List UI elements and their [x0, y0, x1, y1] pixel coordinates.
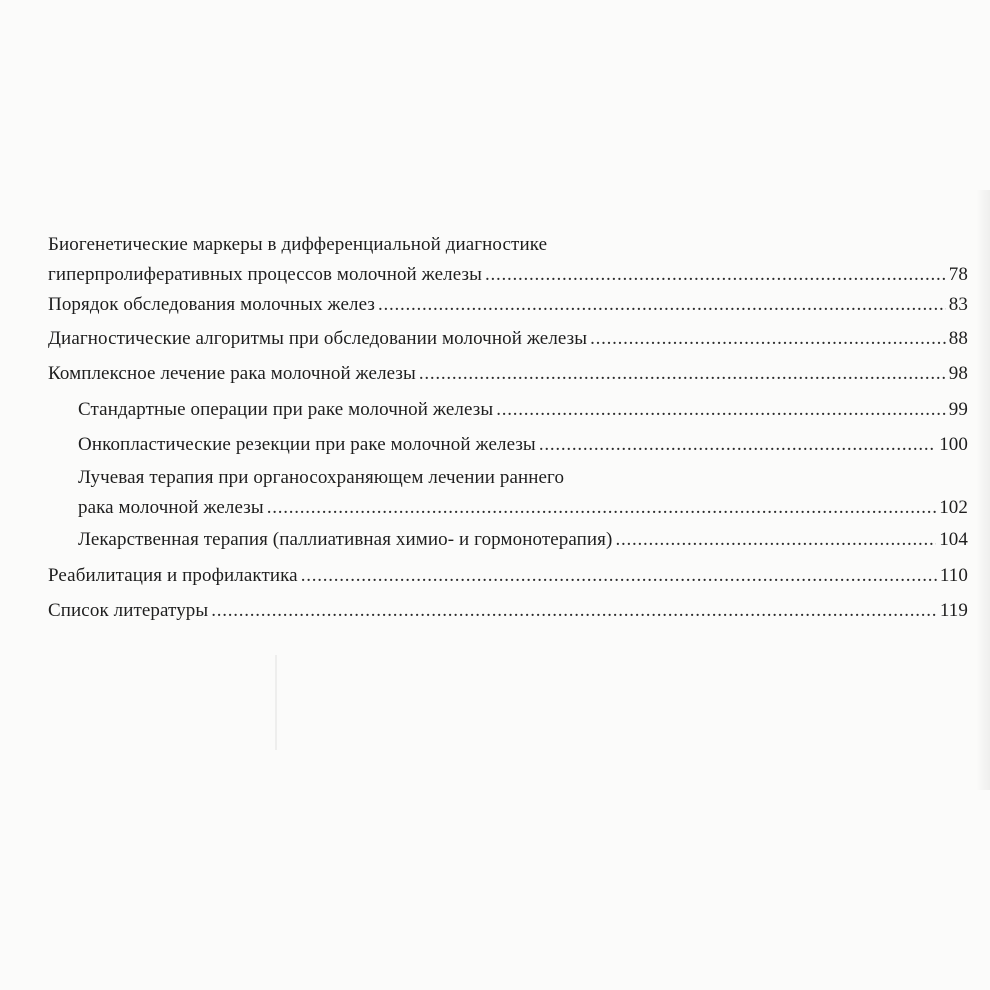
toc-entry-title: Порядок обследования молочных желез	[48, 294, 375, 315]
toc-entry-oncoplastic-resections[interactable]	[78, 430, 968, 460]
dot-leader	[615, 525, 936, 555]
toc-entry-title: Онкопластические резекции при раке молочной железы	[78, 434, 536, 455]
dot-leader	[419, 359, 946, 389]
toc-page-number: 110	[939, 565, 968, 586]
toc-entry-title: Комплексное лечение рака молочной железы	[48, 363, 416, 384]
dot-leader	[378, 290, 946, 320]
dot-leader	[301, 561, 937, 591]
toc-entry-standard-operations[interactable]	[78, 395, 968, 425]
toc-entry-biogenetic-markers[interactable]	[48, 230, 968, 290]
toc-entry-complex-treatment[interactable]	[48, 359, 968, 389]
dot-leader	[485, 260, 946, 290]
toc-page-number: 104	[939, 529, 968, 550]
dot-leader	[211, 596, 937, 626]
toc-page-number: 88	[948, 328, 968, 349]
toc-entry-drug-therapy[interactable]	[78, 525, 968, 555]
toc-page-number: 98	[948, 363, 968, 384]
toc-entry-title: рака молочной железы	[78, 497, 264, 518]
dot-leader	[267, 493, 936, 523]
toc-entry-title-line1: Биогенетические маркеры в дифференциальной диагностике	[48, 234, 548, 255]
toc-page-number: 99	[948, 399, 968, 420]
toc-page-number: 100	[939, 434, 968, 455]
dot-leader	[539, 430, 936, 460]
toc-entry-title: Список литературы	[48, 600, 209, 621]
toc-page-number: 102	[939, 497, 968, 518]
toc-entry-title: Стандартные операции при раке молочной железы	[78, 399, 494, 420]
toc-entry-diagnostic-algorithms[interactable]	[48, 324, 968, 354]
toc-entry-title-line1: Лучевая терапия при органосохраняющем лечении раннего	[78, 467, 565, 488]
dot-leader	[590, 324, 946, 354]
toc-page-number: 83	[948, 294, 968, 315]
toc-entry-title: Реабилитация и профилактика	[48, 565, 298, 586]
toc-page-number: 78	[948, 264, 968, 285]
toc-entry-title: гиперпролиферативных процессов молочной железы	[48, 264, 483, 285]
toc-entry-references[interactable]	[48, 596, 968, 626]
dot-leader	[496, 395, 946, 425]
page-edge-shadow	[976, 190, 990, 790]
toc-page-number: 119	[939, 600, 968, 621]
toc-entry-title: Лекарственная терапия (паллиативная химио- и гормонотерапия)	[78, 529, 613, 550]
toc-entry-radiation-therapy[interactable]	[78, 463, 968, 523]
show-through-mark	[275, 655, 977, 750]
toc-entry-examination-order[interactable]	[48, 290, 968, 320]
toc-entry-rehabilitation[interactable]	[48, 561, 968, 591]
toc-entry-title: Диагностические алгоритмы при обследовании молочной железы	[48, 328, 588, 349]
